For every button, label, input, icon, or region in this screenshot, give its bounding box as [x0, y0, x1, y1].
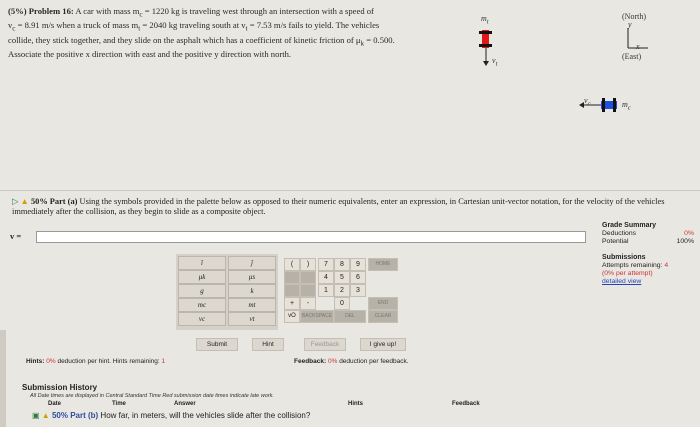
part-a-text: Using the symbols provided in the palette below as opposed to their numeric equivalents, enter an expression, in Cartesian unit-vector notation, for the velocity of the vehicles immediately after the collision, as they begin to slide as a composite object. — [12, 197, 665, 216]
submit-button[interactable]: Submit — [196, 338, 238, 351]
key-blank-1 — [284, 271, 300, 284]
feedback-button[interactable]: Feedback — [304, 338, 346, 351]
problem-title: Problem 16: — [28, 6, 74, 16]
left-edge-strip — [0, 330, 6, 427]
symbol-vt[interactable]: vt — [228, 312, 276, 326]
warning-icon: ▲ — [20, 197, 29, 206]
warning-icon-b: ▲ — [41, 411, 50, 420]
symbol-vc[interactable]: vc — [178, 312, 226, 326]
key-blank-4 — [300, 284, 316, 297]
hint-button[interactable]: Hint — [252, 338, 284, 351]
key-clear[interactable]: CLEAR — [368, 310, 398, 323]
key-6[interactable]: 6 — [350, 271, 366, 284]
key-vo[interactable]: vO — [284, 310, 300, 323]
key-plus[interactable]: + — [284, 297, 300, 310]
symbol-mu-s[interactable]: μs — [228, 270, 276, 284]
expand-icon[interactable]: ▣ — [32, 411, 40, 420]
key-open-paren[interactable]: ( — [284, 258, 300, 271]
key-backspace[interactable]: BACKSPACE — [300, 310, 334, 323]
key-9[interactable]: 9 — [350, 258, 366, 271]
car-velocity-label: $v_c$ — [584, 96, 591, 108]
key-4[interactable]: 4 — [318, 271, 334, 284]
part-b-header: 50% Part (b) — [51, 411, 99, 420]
axes-icon — [622, 28, 648, 54]
car-mass-label: $m_c$ — [622, 100, 631, 112]
submission-history-note: All Date times are displayed in Central Standard Time Red submission date times indicate late work. — [30, 393, 274, 399]
key-del[interactable]: DEL — [334, 310, 366, 323]
symbol-palette — [176, 254, 278, 330]
truck-velocity-label: $v_t$ — [492, 56, 498, 68]
answer-label: v = — [10, 231, 22, 241]
key-8[interactable]: 8 — [334, 258, 350, 271]
key-5[interactable]: 5 — [334, 271, 350, 284]
key-1[interactable]: 1 — [318, 284, 334, 297]
problem-statement: (5%) Problem 16: A car with mass $m_c = 1220$ kg is traveling west through an intersection with a speed of $v_c = 8.91$ m/s when a truck of mass $m_t = 2040$ kg traveling south at $v_t = 7.53$ m/s fails to yield. The vehicles collide, they stick together, and they slide on the asphalt which has a coefficient of kinetic friction of $\mu_k = 0.500$. Associate the positive x direction with east and the positive y direction with north. — [8, 6, 395, 59]
symbol-j-hat[interactable]: ĵ — [228, 256, 276, 270]
key-2[interactable]: 2 — [334, 284, 350, 297]
key-blank-3 — [284, 284, 300, 297]
key-3[interactable]: 3 — [350, 284, 366, 297]
submission-history-title: Submission History — [22, 383, 98, 392]
symbol-g[interactable]: g — [178, 284, 226, 298]
give-up-button[interactable]: I give up! — [360, 338, 406, 351]
part-b-text: How far, in meters, will the vehicles slide after the collision? — [100, 411, 311, 420]
part-a — [12, 197, 672, 217]
truck-mass-label: $m_t$ — [481, 14, 489, 26]
collapse-icon[interactable]: ▷ — [12, 197, 19, 206]
y-axis-label: y — [628, 20, 632, 29]
problem-points: (5%) — [8, 6, 27, 16]
part-a-header: 50% Part (a) — [30, 197, 78, 206]
truck-icon — [482, 30, 489, 48]
north-label: (North) — [622, 12, 646, 21]
car-icon — [601, 101, 617, 109]
keypad — [282, 256, 412, 324]
key-7[interactable]: 7 — [318, 258, 334, 271]
hints-bar: Hints: 0% deduction per hint. Hints remaining: 1 Feedback: 0% deduction per feedback. — [26, 358, 409, 365]
east-label: (East) — [622, 52, 642, 61]
symbol-mu-k[interactable]: μk — [178, 270, 226, 284]
key-close-paren[interactable]: ) — [300, 258, 316, 271]
grade-summary-title: Grade Summary — [602, 222, 657, 229]
x-axis-label: x — [636, 42, 640, 51]
car-velocity-arrow — [578, 100, 602, 110]
detailed-view-link[interactable]: detailed view — [602, 278, 642, 285]
symbol-mc[interactable]: mc — [178, 298, 226, 312]
symbol-mt[interactable]: mt — [228, 298, 276, 312]
divider — [0, 190, 700, 191]
grade-summary: Grade Summary Deductions 0% Potential 100% Submissions Attempts remaining: 4 (0% per attempt) detailed view — [602, 222, 694, 285]
key-blank-2 — [300, 271, 316, 284]
truck-velocity-arrow — [480, 48, 492, 68]
symbol-k[interactable]: k — [228, 284, 276, 298]
key-end[interactable]: END — [368, 297, 398, 310]
part-b[interactable] — [32, 411, 310, 420]
answer-input[interactable] — [36, 231, 586, 243]
key-0[interactable]: 0 — [334, 297, 350, 310]
key-home[interactable]: HOME — [368, 258, 398, 271]
key-minus[interactable]: - — [300, 297, 316, 310]
symbol-i-hat[interactable]: î — [178, 256, 226, 270]
